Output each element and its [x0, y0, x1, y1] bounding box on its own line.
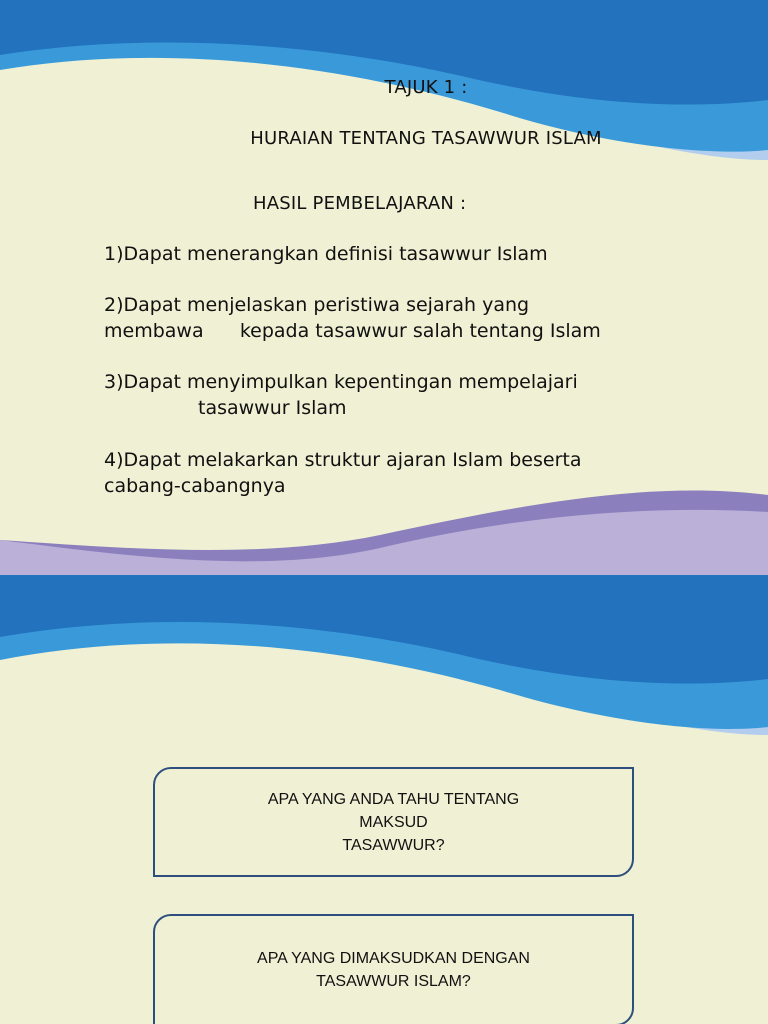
- outcome-4-line-2: cabang-cabangnya: [104, 475, 286, 497]
- learning-outcomes-heading: HASIL PEMBELAJARAN :: [253, 193, 467, 214]
- slide-2: [0, 575, 768, 1024]
- topic-subtitle: HURAIAN TENTANG TASAWWUR ISLAM: [250, 128, 602, 149]
- outcome-2-line-1: 2)Dapat menjelaskan peristiwa sejarah yang: [104, 294, 530, 316]
- topic-title: TAJUK 1 :: [384, 77, 468, 98]
- question-2-text: APA YANG DIMAKSUDKAN DENGAN TASAWWUR ISLAM?: [257, 950, 530, 990]
- question-box-1: [153, 767, 634, 877]
- outcome-2-line-2: membawa kepada tasawwur salah tentang Islam: [104, 320, 601, 342]
- question-1-text: APA YANG ANDA TAHU TENTANG MAKSUD TASAWWUR?: [267, 790, 520, 854]
- question-box-2: [153, 914, 634, 1024]
- outcome-4-line-1: 4)Dapat melakarkan struktur ajaran Islam beserta: [104, 449, 582, 471]
- outcome-1: 1)Dapat menerangkan definisi tasawwur Islam: [104, 243, 548, 265]
- outcome-3-line-2: tasawwur Islam: [198, 397, 347, 419]
- outcome-3-line-1: 3)Dapat menyimpulkan kepentingan mempelajari: [104, 371, 578, 393]
